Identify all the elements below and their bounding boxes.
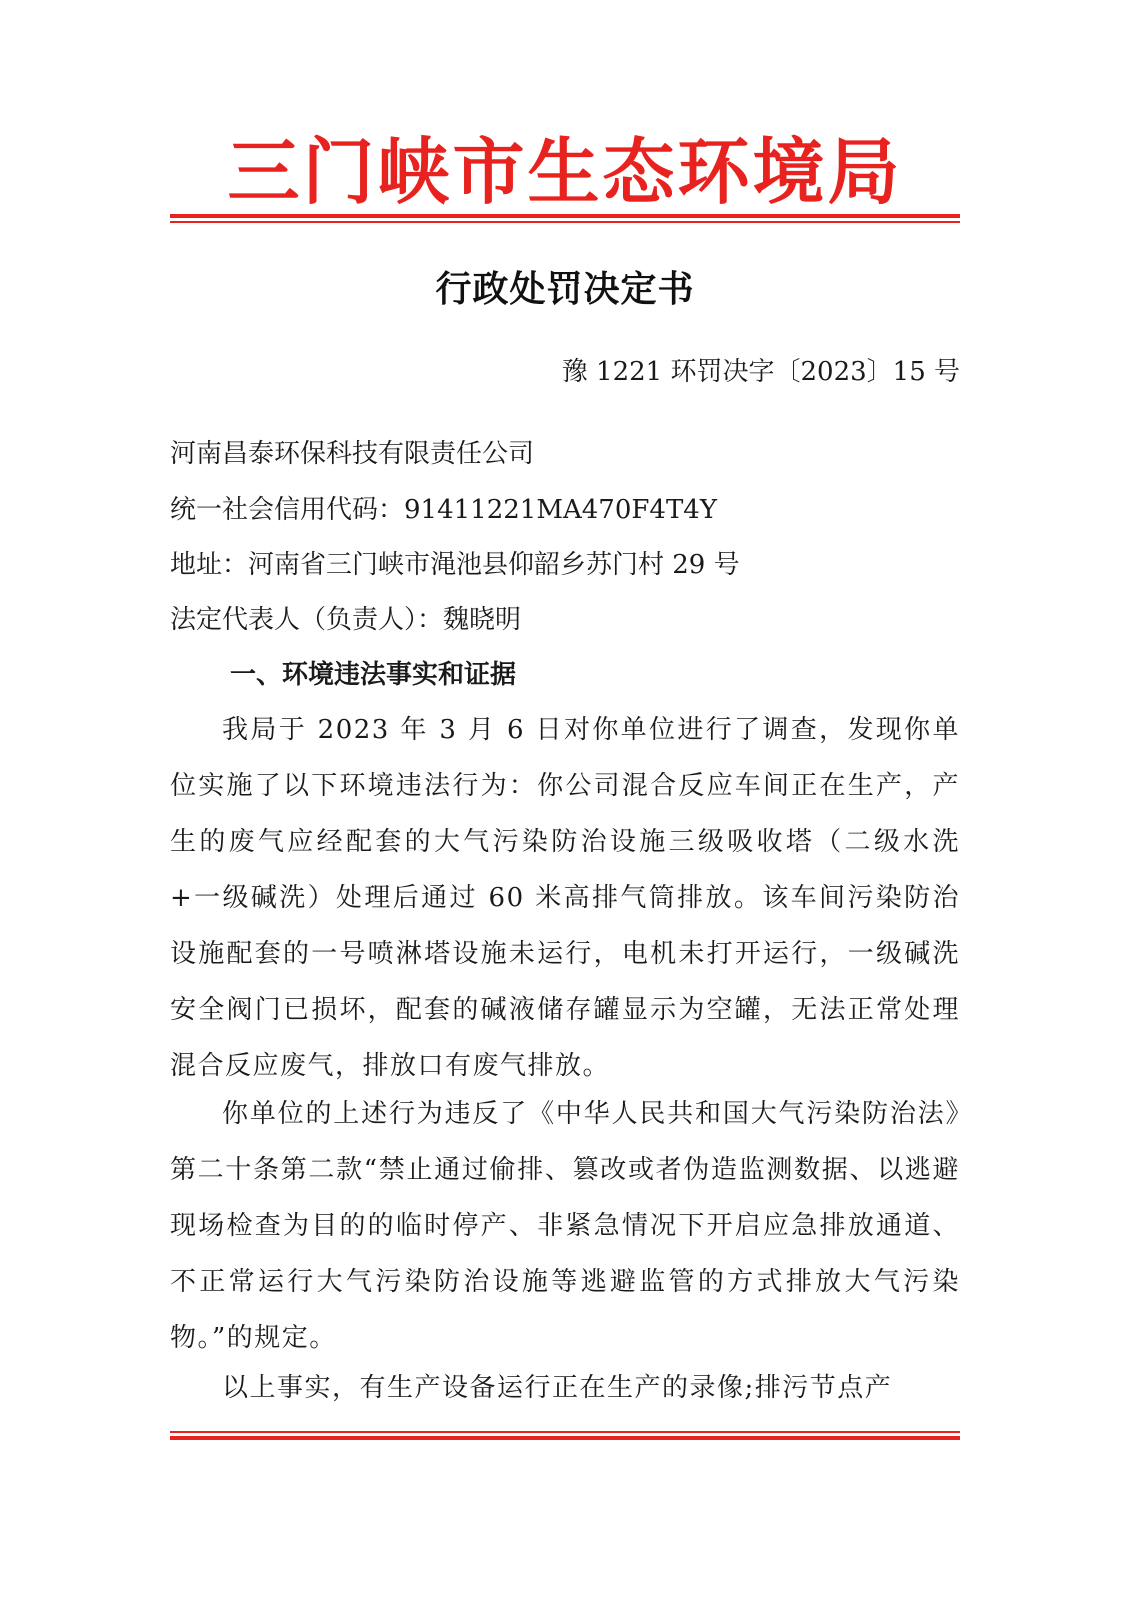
masthead-rule-thick [170, 214, 960, 218]
paragraph-evidence: 以上事实，有生产设备运行正在生产的录像;排污节点产 [222, 1373, 893, 1403]
footer-rule-thick [170, 1436, 960, 1440]
footer-rule-thin [170, 1431, 960, 1433]
paragraph-facts: 我局于 2023 年 3 月 6 日对你单位进行了调查，发现你单位实施了以下环境违法行为：你公司混合反应车间正在生产，产生的废气应经配套的大气污染防治设施三级吸收塔（二级水洗+一级碱洗）处理后通过 60 米高排气筒排放。该车间污染防治设施配套的一号喷淋塔设施未运行，电机未打开运行，一级碱洗安全阀门已损坏，配套的碱液储存罐显示为空罐，无法正常处理混合反应废气，排放口有废气排放。 [170, 715, 960, 1081]
credit-code: 统一社会信用代码：91411221MA470F4T4Y [170, 495, 717, 525]
paragraph-violation: 你单位的上述行为违反了《中华人民共和国大气污染防治法》第二十条第二款“禁止通过偷排、篡改或者伪造监测数据、以逃避现场检查为目的的临时停产、非紧急情况下开启应急排放通道、不正常运行大气污染防治设施等逃避监管的方式排放大气污染物。”的规定。 [170, 1099, 960, 1353]
section-heading: 一、环境违法事实和证据 [230, 660, 517, 690]
party-address: 地址：河南省三门峡市渑池县仰韶乡苏门村 29 号 [170, 550, 740, 580]
legal-representative: 法定代表人（负责人）：魏晓明 [170, 605, 522, 635]
masthead-rule-thin [170, 221, 960, 223]
document-title: 行政处罚决定书 [435, 269, 695, 310]
document-number: 豫 1221 环罚决字〔2023〕15 号 [561, 357, 960, 387]
agency-masthead: 三门峡市生态环境局 [227, 130, 903, 214]
party-name: 河南昌泰环保科技有限责任公司 [170, 439, 535, 469]
